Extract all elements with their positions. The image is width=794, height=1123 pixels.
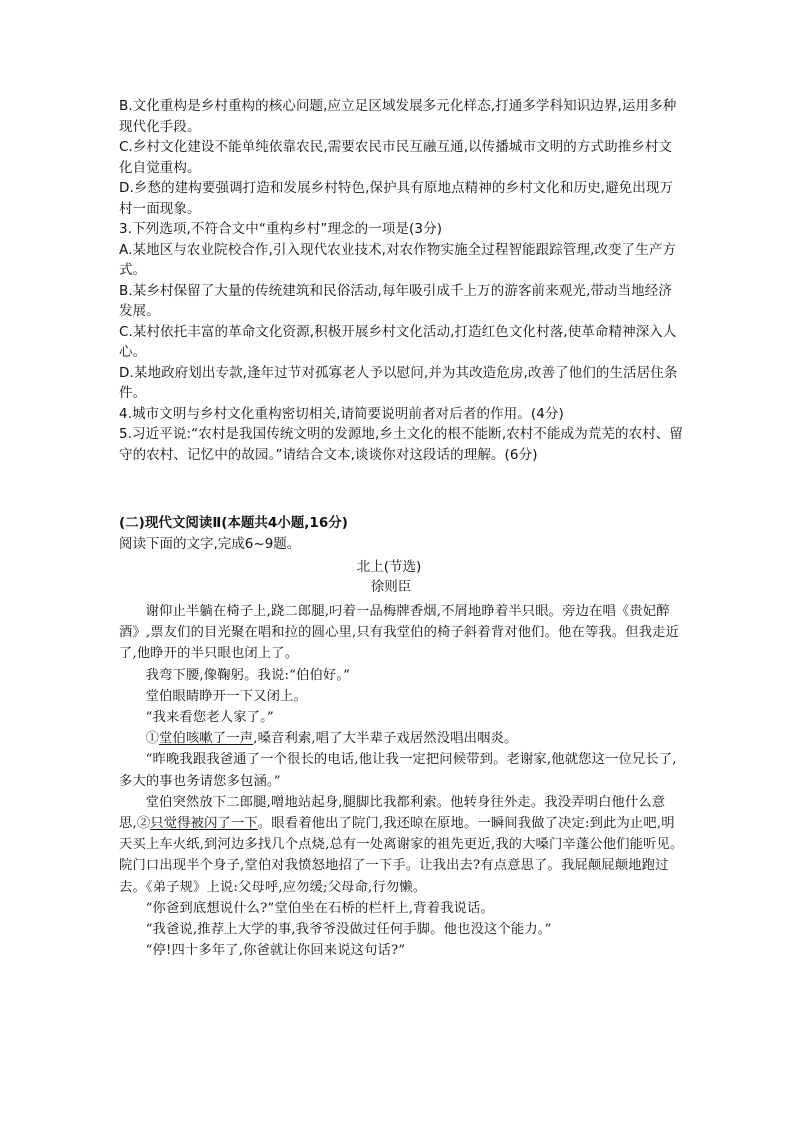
annotation-marker-2: ② (136, 816, 151, 832)
q3-stem: 3.下列选项,不符合文中“重构乡村”理念的一项是(3分) (119, 221, 443, 237)
q3-option-c: C.某村依托丰富的革命文化资源,积极开展乡村文化活动,打造红色文化村落,使革命精神深入人心。 (119, 323, 677, 360)
story-paragraph: “昨晚我跟我爸通了一个很长的电话,他让我一定把问候带到。老谢家,他就您这一位兄长了,多大的事也务请您多包涵。” (119, 752, 677, 789)
story-paragraph: 我弯下腰,像鞠躬。我说:“伯伯好。” (145, 667, 351, 683)
q3-option-b: B.某乡村保留了大量的传统建筑和民俗活动,每年吸引成千上万的游客前来观光,带动当地经济发展。 (119, 282, 672, 319)
story-paragraph: 堂伯眼睛睁开一下又闭上。 (145, 688, 307, 704)
story-text: ,嗓音利索,唱了大半辈子戏居然没唱出咽炎。 (253, 731, 518, 747)
story-paragraph: “我爸说,推荐上大学的事,我爷爷没做过任何手脚。他也没这个能力。” (145, 922, 552, 938)
question-block (119, 96, 685, 465)
q5-stem: 5.习近平说:“农村是我国传统文明的发源地,乡土文化的根不能断,农村不能成为荒芜的农村、留守的农村、记忆中的故园。”请结合文本,谈谈你对这段话的理解。(6分) (119, 426, 684, 463)
underlined-phrase-1: 堂伯咳嗽了一声 (159, 731, 254, 747)
underlined-phrase-2: 只觉得被闪了一下 (150, 816, 258, 832)
q4-stem: 4.城市文明与乡村文化重构密切相关,请简要说明前者对后者的作用。(4分) (119, 405, 564, 422)
q3-option-d: D.某地政府划出专款,逢年过节对孤寡老人予以慰问,并为其改造危房,改善了他们的生活居住条件。 (119, 364, 678, 401)
article-heading (0, 557, 794, 597)
story-paragraph (119, 728, 685, 749)
annotation-marker-1: ① (145, 731, 160, 747)
story-paragraph: “停!四十多年了,你爸就让你回来说这句话?” (145, 943, 406, 959)
story-body (119, 601, 685, 961)
q2-option-d: D.乡愁的建构要强调打造和发展乡村特色,保护具有原地点精神的乡村文化和历史,避免出现万村一面现象。 (119, 180, 674, 217)
article-author: 徐则臣 (370, 579, 412, 595)
section-title: (二)现代文阅读Ⅱ(本题共4小题,16分) (119, 515, 348, 531)
q3-option-a: A.某地区与农业院校合作,引入现代农业技术,对农作物实施全过程智能跟踪管理,改变了生产方式。 (119, 241, 677, 278)
q2-option-c: C.乡村文化建设不能单纯依靠农民,需要农民市民互融互通,以传播城市文明的方式助推乡村文化自觉重构。 (119, 139, 673, 176)
story-paragraph (119, 792, 685, 898)
story-text: 堂伯突然放下二郎腿,噌地站起身,腿脚比我都利索。他转身往外走。我没弄明白他什么意思, (119, 794, 666, 832)
section-instruction: 阅读下面的文字,完成6~9题。 (119, 536, 301, 552)
story-paragraph: 谢仰止半躺在椅子上,跷二郎腿,叼着一品梅牌香烟,不屑地睁着半只眼。旁边在唱《贵妃醉酒》,票友们的目光聚在唱和拉的圆心里,只有我堂伯的椅子斜着背对他们。他在等我。但我走近了,他睁开的半只眼也闭上了。 (119, 604, 680, 662)
section-header (119, 513, 685, 555)
story-text: 。眼看着他出了院门,我还晾在原地。一瞬间我做了决定:到此为止吧,明天买上车火纸,到河边多找几个点烧,总有一处离谢家的祖先更近,我的大嗓门辛蓬公他们能听见。院门口出现半个身子,堂伯对我愤怒地招了一下手。让我出去?有点意思了。我屁颠屁颠地跑过去。《弟子规》上说:父母呼,应勿缓;父母命,行勿懒。 (119, 816, 684, 895)
story-paragraph: “你爸到底想说什么?”堂伯坐在石桥的栏杆上,背着我说话。 (145, 900, 494, 916)
story-paragraph: “我来看您老人家了。” (145, 710, 274, 726)
article-title: 北上(节选) (356, 559, 422, 575)
q2-option-b: B.文化重构是乡村重构的核心问题,应立足区域发展多元化样态,打通多学科知识边界,运用多种现代化手段。 (119, 98, 677, 135)
